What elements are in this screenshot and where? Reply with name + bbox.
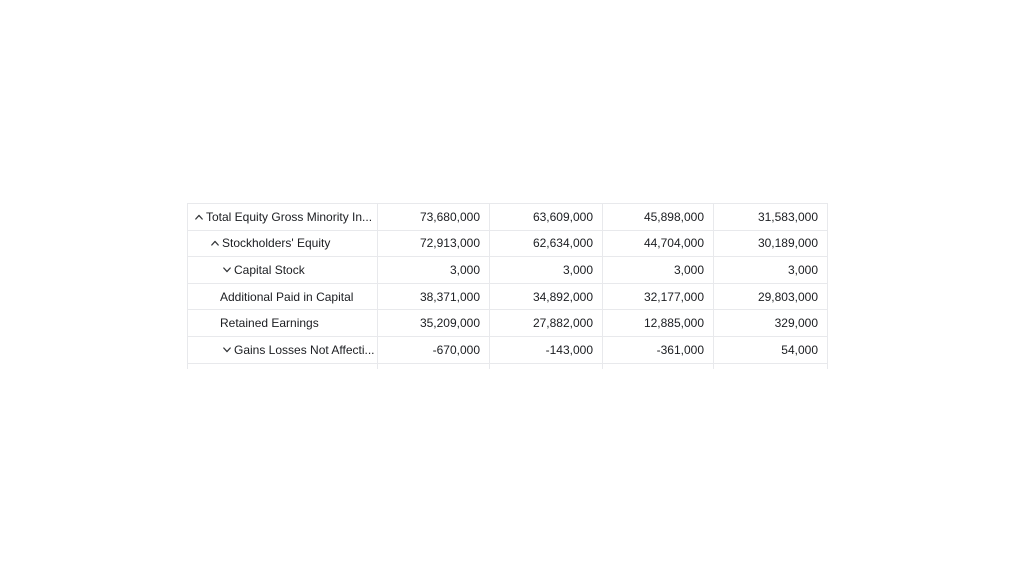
table-row [188, 257, 828, 284]
value-cell: 44,704,000 [603, 231, 714, 257]
row-label-cell[interactable] [188, 204, 378, 230]
value-cell: 54,000 [714, 337, 828, 363]
column-border-stub [378, 364, 490, 369]
chevron-up-icon[interactable] [211, 239, 219, 247]
row-label: Stockholders' Equity [222, 236, 331, 251]
table-row [188, 231, 828, 258]
table-row [188, 310, 828, 337]
value-cell: 3,000 [714, 257, 828, 283]
chevron-down-icon[interactable] [223, 266, 231, 274]
row-label: Additional Paid in Capital [220, 289, 354, 304]
value-cell: 32,177,000 [603, 284, 714, 310]
value-cell: 72,913,000 [378, 231, 490, 257]
row-label-cell[interactable] [188, 337, 378, 363]
value-cell: 3,000 [603, 257, 714, 283]
value-cell: 63,609,000 [490, 204, 603, 230]
row-label: Retained Earnings [220, 316, 319, 331]
value-cell: 29,803,000 [714, 284, 828, 310]
table-row [188, 204, 828, 231]
value-cell: 3,000 [490, 257, 603, 283]
value-cell: -361,000 [603, 337, 714, 363]
row-label-cell[interactable] [188, 257, 378, 283]
row-label: Gains Losses Not Affecti... [234, 342, 375, 357]
column-border-stub [490, 364, 603, 369]
value-cell: 34,892,000 [490, 284, 603, 310]
value-cell: 35,209,000 [378, 310, 490, 336]
value-cell: -670,000 [378, 337, 490, 363]
value-cell: 38,371,000 [378, 284, 490, 310]
value-cell: 45,898,000 [603, 204, 714, 230]
chevron-up-icon[interactable] [195, 213, 203, 221]
table-bottom-border-stubs [188, 364, 828, 369]
value-cell: 3,000 [378, 257, 490, 283]
equity-breakdown-table [187, 203, 828, 369]
table-row [188, 337, 828, 364]
value-cell: 73,680,000 [378, 204, 490, 230]
row-label-cell[interactable] [188, 231, 378, 257]
row-label-cell[interactable] [188, 284, 378, 310]
chevron-down-icon[interactable] [223, 346, 231, 354]
column-border-stub [188, 364, 378, 369]
value-cell: 62,634,000 [490, 231, 603, 257]
equity-table-rows [188, 204, 828, 364]
row-label-cell[interactable] [188, 310, 378, 336]
row-label: Total Equity Gross Minority In... [206, 209, 373, 224]
value-cell: 27,882,000 [490, 310, 603, 336]
row-label: Capital Stock [234, 262, 305, 277]
value-cell: 12,885,000 [603, 310, 714, 336]
value-cell: 30,189,000 [714, 231, 828, 257]
table-row [188, 284, 828, 311]
value-cell: 329,000 [714, 310, 828, 336]
column-border-stub [603, 364, 714, 369]
column-border-stub [714, 364, 828, 369]
value-cell: 31,583,000 [714, 204, 828, 230]
value-cell: -143,000 [490, 337, 603, 363]
